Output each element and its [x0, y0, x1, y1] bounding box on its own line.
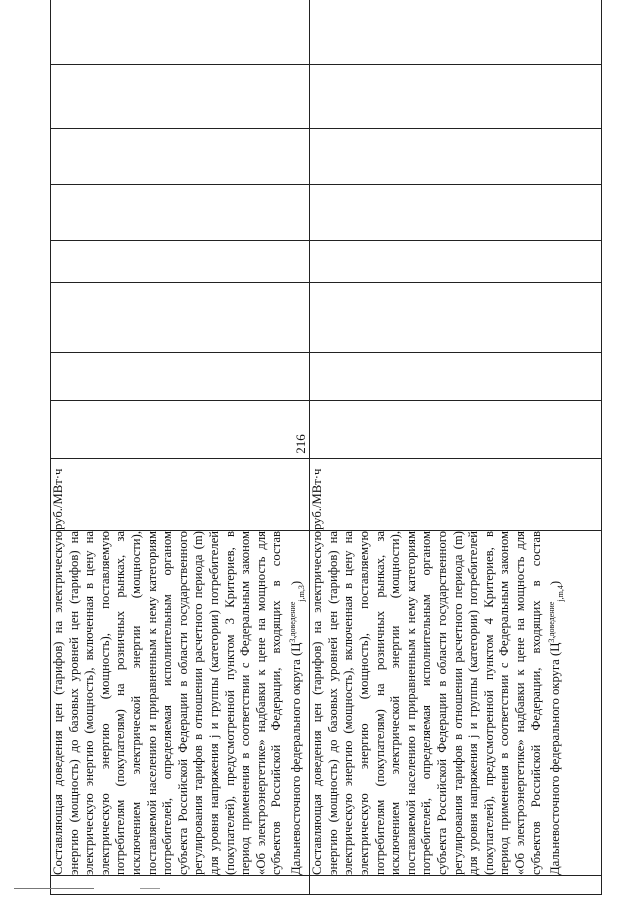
indicator-description	[310, 531, 602, 876]
unit-cell	[310, 459, 602, 531]
value-cell	[310, 241, 602, 283]
value-cell	[51, 353, 310, 401]
unit-label: руб./МВт·ч	[51, 468, 65, 530]
empty-cell	[310, 876, 602, 895]
value-cell	[51, 283, 310, 353]
page-number: 216	[292, 434, 308, 454]
value-cell	[51, 65, 310, 129]
indicator-description	[51, 531, 310, 876]
scan-mark	[14, 888, 94, 889]
value-cell	[51, 185, 310, 241]
formula-close: )	[548, 580, 563, 586]
value-cell	[310, 353, 602, 401]
value-cell	[51, 0, 310, 65]
value-cell	[310, 65, 602, 129]
formula-superscript: 3,доведение	[547, 601, 557, 643]
value-cell	[310, 129, 602, 185]
value-cell	[310, 283, 602, 353]
table-rotated	[50, 45, 590, 895]
tariff-table	[50, 0, 602, 895]
value-cell	[51, 401, 310, 459]
value-cell	[310, 185, 602, 241]
description-text: Составляющая доведения цен (тарифов) на электрическую энергию (мощность) до базовых уровней цен (тарифов) на электрическую энергию (мощность), включенная в цену на электрическую энергию (мощность), поставляемую потребителям (покупателям) на розничных рынках, за исключением электрической энергии (мощности), поставляемой населению и приравненным к нему категориям потребителей, определяемая исполнительным органом субъекта Российской Федерации в области государственного регулирования тарифов в отношении расчетного периода (m) для уровня напряжения j и группы (категории) потребителей (покупателей), предусмотренной пунктом 4 Критериев, в период применения в соответствии с Федеральным законом «Об электроэнергетике» надбавки к цене на мощность для субъектов Российской Федерации, входящих в состав Дальневосточного федерального округа (Ц	[310, 531, 563, 875]
value-cell	[51, 241, 310, 283]
formula-subscript: j,m,3	[296, 585, 306, 602]
description-text: Составляющая доведения цен (тарифов) на электрическую энергию (мощность) до базовых уровней цен (тарифов) на электрическую энергию (мощность), включенная в цену на электрическую энергию (мощность), поставляемую потребителям (покупателям) на розничных рынках, за исключением электрической энергии (мощности), поставляемой населению и приравненным к нему категориям потребителей, определяемая исполнительным органом субъекта Российской Федерации в области государственного регулирования тарифов в отношении расчетного периода (m) для уровня напряжения j и группы (категории) потребителей (покупателей), предусмотренной пунктом 3 Критериев, в период применения в соответствии с Федеральным законом «Об электроэнергетике» надбавки к цене на мощность для субъектов Российской Федерации, входящих в состав Дальневосточного федерального округа (Ц	[51, 531, 304, 875]
empty-cell	[51, 876, 310, 895]
formula-subscript: j,m,4	[555, 585, 565, 602]
table-row	[310, 0, 602, 895]
scan-mark	[140, 888, 160, 889]
formula-superscript: 3,доведение	[287, 601, 297, 643]
formula-close: )	[289, 580, 304, 586]
unit-cell	[51, 459, 310, 531]
value-cell	[51, 129, 310, 185]
value-cell	[310, 401, 602, 459]
unit-label: руб./МВт·ч	[310, 468, 325, 530]
value-cell	[310, 0, 602, 65]
table-row	[51, 0, 310, 895]
